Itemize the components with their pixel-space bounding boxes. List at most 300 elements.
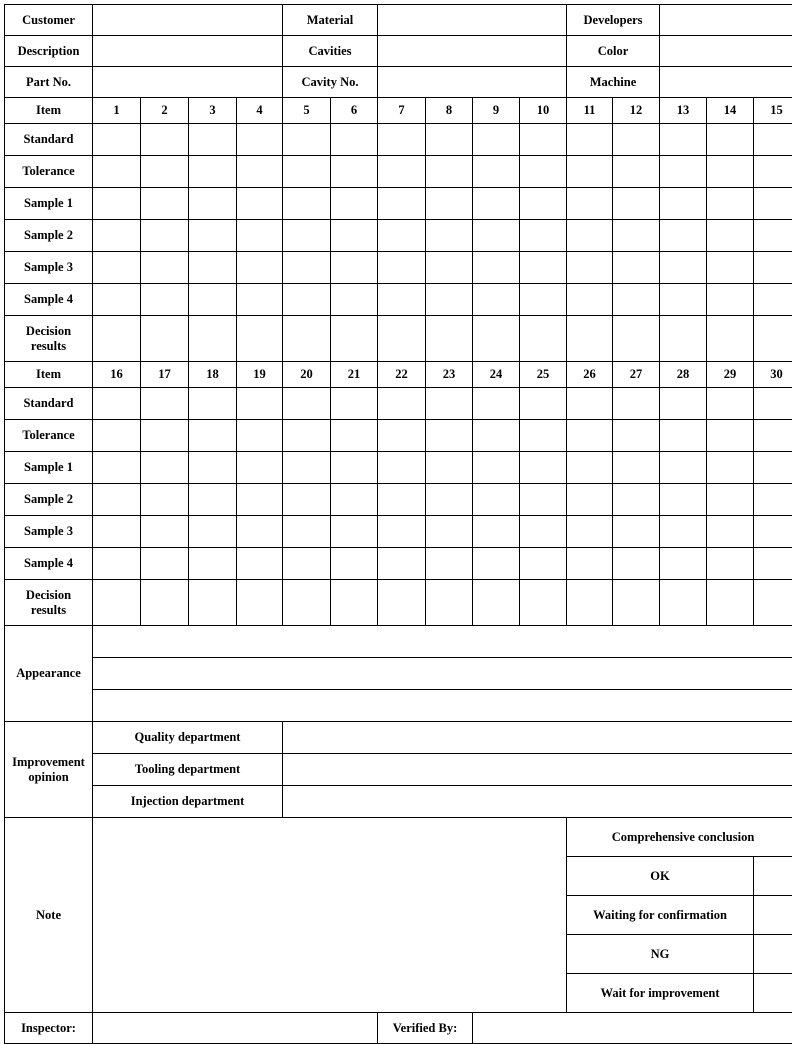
- cell[interactable]: [426, 580, 473, 626]
- cell[interactable]: [707, 284, 754, 316]
- cell[interactable]: [378, 516, 426, 548]
- cell[interactable]: [754, 220, 792, 252]
- cell[interactable]: [331, 548, 378, 580]
- cell[interactable]: [237, 388, 283, 420]
- cell[interactable]: [520, 284, 567, 316]
- cell[interactable]: [189, 516, 237, 548]
- cell[interactable]: [93, 452, 141, 484]
- cell[interactable]: [567, 580, 613, 626]
- field-tooling-department[interactable]: [283, 754, 792, 786]
- label-item-block1: Item: [5, 98, 93, 124]
- label-part-no: Part No.: [5, 67, 93, 98]
- label-cavities: Cavities: [283, 36, 378, 67]
- cell[interactable]: [237, 252, 283, 284]
- cell[interactable]: [660, 388, 707, 420]
- row-label-standard-1: Standard: [5, 124, 93, 156]
- cell[interactable]: [473, 420, 520, 452]
- col-header-4: 4: [237, 98, 283, 124]
- cell[interactable]: [237, 548, 283, 580]
- cell[interactable]: [520, 388, 567, 420]
- cell[interactable]: [141, 188, 189, 220]
- inspection-form-table: [4, 4, 792, 1044]
- cell[interactable]: [473, 580, 520, 626]
- cell[interactable]: [189, 484, 237, 516]
- cell[interactable]: [237, 420, 283, 452]
- cell[interactable]: [93, 580, 141, 626]
- cell[interactable]: [660, 284, 707, 316]
- cell[interactable]: [331, 420, 378, 452]
- field-customer[interactable]: [93, 5, 283, 36]
- cell[interactable]: [378, 220, 426, 252]
- cell[interactable]: [331, 284, 378, 316]
- cell[interactable]: [141, 252, 189, 284]
- cell[interactable]: [378, 452, 426, 484]
- row-label-sample-3-block1: Sample 3: [5, 252, 93, 284]
- cell[interactable]: [189, 188, 237, 220]
- table-row: [5, 156, 792, 188]
- improvement-line1: Improvement: [12, 755, 85, 769]
- cell[interactable]: [189, 420, 237, 452]
- cell[interactable]: [237, 516, 283, 548]
- cell[interactable]: [426, 252, 473, 284]
- cell[interactable]: [520, 516, 567, 548]
- cell[interactable]: [283, 388, 331, 420]
- field-material[interactable]: [378, 5, 567, 36]
- field-machine[interactable]: [660, 67, 792, 98]
- decision-line1: Decision: [26, 588, 71, 602]
- cell[interactable]: [426, 548, 473, 580]
- cell[interactable]: [283, 156, 331, 188]
- cell[interactable]: [331, 316, 378, 362]
- cell[interactable]: [473, 220, 520, 252]
- col-header-7: 7: [378, 98, 426, 124]
- cell[interactable]: [660, 156, 707, 188]
- cell[interactable]: [237, 284, 283, 316]
- cell[interactable]: [473, 124, 520, 156]
- cell[interactable]: [426, 316, 473, 362]
- cell[interactable]: [567, 124, 613, 156]
- cell[interactable]: [660, 188, 707, 220]
- cell[interactable]: [613, 548, 660, 580]
- cell[interactable]: [707, 156, 754, 188]
- cell[interactable]: [567, 156, 613, 188]
- cell[interactable]: [754, 156, 792, 188]
- cell[interactable]: [613, 420, 660, 452]
- cell[interactable]: [283, 484, 331, 516]
- cell[interactable]: [754, 580, 792, 626]
- cell[interactable]: [520, 452, 567, 484]
- cell[interactable]: [426, 452, 473, 484]
- cell[interactable]: [93, 252, 141, 284]
- field-appearance-line-1[interactable]: [93, 626, 792, 658]
- cell[interactable]: [426, 516, 473, 548]
- cell[interactable]: [473, 284, 520, 316]
- cell[interactable]: [331, 580, 378, 626]
- label-material: Material: [283, 5, 378, 36]
- table-row: [5, 284, 792, 316]
- cell[interactable]: [378, 580, 426, 626]
- table-row: [5, 420, 792, 452]
- col-header-3: 3: [189, 98, 237, 124]
- label-machine: Machine: [567, 67, 660, 98]
- cell[interactable]: [660, 252, 707, 284]
- field-appearance-line-3[interactable]: [93, 690, 792, 722]
- field-inspector[interactable]: [93, 1013, 378, 1044]
- field-description[interactable]: [93, 36, 283, 67]
- cell[interactable]: [567, 420, 613, 452]
- label-injection-department: Injection department: [93, 786, 283, 818]
- col-header-9: 9: [473, 98, 520, 124]
- col-header-26: 26: [567, 362, 613, 388]
- cell[interactable]: [237, 124, 283, 156]
- cell[interactable]: [93, 124, 141, 156]
- cell[interactable]: [520, 188, 567, 220]
- col-header-20: 20: [283, 362, 331, 388]
- cell[interactable]: [93, 516, 141, 548]
- cell[interactable]: [283, 548, 331, 580]
- cell[interactable]: [473, 388, 520, 420]
- cell[interactable]: [141, 124, 189, 156]
- cell[interactable]: [754, 452, 792, 484]
- field-injection-department[interactable]: [283, 786, 792, 818]
- cell[interactable]: [567, 284, 613, 316]
- cell[interactable]: [331, 452, 378, 484]
- label-inspector: Inspector:: [5, 1013, 93, 1044]
- cell[interactable]: [378, 388, 426, 420]
- cell[interactable]: [613, 316, 660, 362]
- cell[interactable]: [189, 252, 237, 284]
- improvement-row-quality: [5, 722, 792, 754]
- field-appearance-line-2[interactable]: [93, 658, 792, 690]
- checkbox-conclusion-wait-for-improvement[interactable]: [754, 974, 792, 1013]
- header-row-customer: [5, 5, 792, 36]
- cell[interactable]: [93, 188, 141, 220]
- signature-row: [5, 1013, 792, 1044]
- cell[interactable]: [473, 516, 520, 548]
- cell[interactable]: [189, 156, 237, 188]
- cell[interactable]: [331, 156, 378, 188]
- cell[interactable]: [283, 316, 331, 362]
- cell[interactable]: [707, 484, 754, 516]
- cell[interactable]: [613, 388, 660, 420]
- cell[interactable]: [520, 220, 567, 252]
- cell[interactable]: [283, 516, 331, 548]
- cell[interactable]: [237, 580, 283, 626]
- cell[interactable]: [567, 484, 613, 516]
- cell[interactable]: [331, 484, 378, 516]
- cell[interactable]: [707, 388, 754, 420]
- cell[interactable]: [237, 220, 283, 252]
- cell[interactable]: [567, 516, 613, 548]
- field-developers[interactable]: [660, 5, 792, 36]
- cell[interactable]: [141, 516, 189, 548]
- table-row: [5, 484, 792, 516]
- cell[interactable]: [707, 420, 754, 452]
- cell[interactable]: [473, 252, 520, 284]
- cell[interactable]: [283, 580, 331, 626]
- row-label-tolerance-1: Tolerance: [5, 156, 93, 188]
- cell[interactable]: [754, 188, 792, 220]
- cell[interactable]: [141, 316, 189, 362]
- cell[interactable]: [520, 316, 567, 362]
- cell[interactable]: [473, 452, 520, 484]
- cell[interactable]: [613, 516, 660, 548]
- col-header-1: 1: [93, 98, 141, 124]
- cell[interactable]: [331, 188, 378, 220]
- cell[interactable]: [426, 388, 473, 420]
- label-conclusion-ok: OK: [567, 857, 754, 896]
- row-label-decision-results-block2: [5, 580, 93, 626]
- field-note[interactable]: [93, 818, 567, 1013]
- col-header-8: 8: [426, 98, 473, 124]
- checkbox-conclusion-ok[interactable]: [754, 857, 792, 896]
- block2-item-header-row: [5, 362, 792, 388]
- cell[interactable]: [660, 452, 707, 484]
- cell[interactable]: [283, 188, 331, 220]
- row-label-sample-2-block1: Sample 2: [5, 220, 93, 252]
- label-color: Color: [567, 36, 660, 67]
- cell[interactable]: [331, 124, 378, 156]
- cell[interactable]: [707, 316, 754, 362]
- appearance-row-1: [5, 626, 792, 658]
- cell[interactable]: [520, 484, 567, 516]
- row-label-sample-4-block2: Sample 4: [5, 548, 93, 580]
- col-header-13: 13: [660, 98, 707, 124]
- cell[interactable]: [283, 420, 331, 452]
- cell[interactable]: [283, 220, 331, 252]
- field-quality-department[interactable]: [283, 722, 792, 754]
- field-cavity-no[interactable]: [378, 67, 567, 98]
- table-row: [5, 252, 792, 284]
- cell[interactable]: [93, 284, 141, 316]
- col-header-5: 5: [283, 98, 331, 124]
- row-label-standard-2: Standard: [5, 388, 93, 420]
- cell[interactable]: [93, 484, 141, 516]
- cell[interactable]: [189, 548, 237, 580]
- cell[interactable]: [426, 124, 473, 156]
- cell[interactable]: [660, 316, 707, 362]
- cell[interactable]: [660, 516, 707, 548]
- cell[interactable]: [141, 420, 189, 452]
- col-header-28: 28: [660, 362, 707, 388]
- cell[interactable]: [189, 284, 237, 316]
- cell[interactable]: [520, 580, 567, 626]
- col-header-19: 19: [237, 362, 283, 388]
- col-header-22: 22: [378, 362, 426, 388]
- label-item-block2: Item: [5, 362, 93, 388]
- cell[interactable]: [141, 580, 189, 626]
- cell[interactable]: [613, 580, 660, 626]
- cell[interactable]: [331, 252, 378, 284]
- cell[interactable]: [660, 220, 707, 252]
- cell[interactable]: [707, 188, 754, 220]
- cell[interactable]: [754, 388, 792, 420]
- cell[interactable]: [237, 484, 283, 516]
- row-label-decision-results-block1: [5, 316, 93, 362]
- cell[interactable]: [754, 252, 792, 284]
- cell[interactable]: [93, 388, 141, 420]
- cell[interactable]: [613, 284, 660, 316]
- cell[interactable]: [473, 548, 520, 580]
- table-row: [5, 220, 792, 252]
- cell[interactable]: [520, 156, 567, 188]
- cell[interactable]: [754, 548, 792, 580]
- cell[interactable]: [141, 388, 189, 420]
- cell[interactable]: [567, 220, 613, 252]
- cell[interactable]: [331, 388, 378, 420]
- col-header-24: 24: [473, 362, 520, 388]
- cell[interactable]: [141, 452, 189, 484]
- cell[interactable]: [707, 124, 754, 156]
- cell[interactable]: [283, 452, 331, 484]
- cell[interactable]: [189, 124, 237, 156]
- table-row: [5, 124, 792, 156]
- cell[interactable]: [189, 388, 237, 420]
- cell[interactable]: [613, 252, 660, 284]
- cell[interactable]: [93, 220, 141, 252]
- cell[interactable]: [473, 188, 520, 220]
- cell[interactable]: [237, 188, 283, 220]
- cell[interactable]: [660, 124, 707, 156]
- cell[interactable]: [378, 188, 426, 220]
- cell[interactable]: [707, 516, 754, 548]
- label-conclusion-ng: NG: [567, 935, 754, 974]
- cell[interactable]: [237, 452, 283, 484]
- cell[interactable]: [520, 548, 567, 580]
- cell[interactable]: [141, 220, 189, 252]
- row-label-sample-4-block1: Sample 4: [5, 284, 93, 316]
- cell[interactable]: [189, 316, 237, 362]
- cell[interactable]: [378, 548, 426, 580]
- cell[interactable]: [283, 284, 331, 316]
- note-row-conclusion-title: [5, 818, 792, 857]
- cell[interactable]: [283, 252, 331, 284]
- cell[interactable]: [613, 220, 660, 252]
- cell[interactable]: [707, 548, 754, 580]
- cell[interactable]: [141, 284, 189, 316]
- cell[interactable]: [754, 316, 792, 362]
- cell[interactable]: [331, 516, 378, 548]
- field-part-no[interactable]: [93, 67, 283, 98]
- cell[interactable]: [567, 252, 613, 284]
- cell[interactable]: [141, 484, 189, 516]
- cell[interactable]: [613, 156, 660, 188]
- cell[interactable]: [754, 420, 792, 452]
- cell[interactable]: [473, 156, 520, 188]
- row-label-sample-3-block2: Sample 3: [5, 516, 93, 548]
- cell[interactable]: [378, 252, 426, 284]
- field-color[interactable]: [660, 36, 792, 67]
- cell[interactable]: [141, 156, 189, 188]
- cell[interactable]: [426, 220, 473, 252]
- label-conclusion-wait-for-improvement: Wait for improvement: [567, 974, 754, 1013]
- cell[interactable]: [613, 188, 660, 220]
- checkbox-conclusion-waiting-for-confirmation[interactable]: [754, 896, 792, 935]
- cell[interactable]: [754, 484, 792, 516]
- row-label-tolerance-2: Tolerance: [5, 420, 93, 452]
- cell[interactable]: [331, 220, 378, 252]
- cell[interactable]: [426, 156, 473, 188]
- cell[interactable]: [426, 284, 473, 316]
- cell[interactable]: [660, 548, 707, 580]
- cell[interactable]: [378, 156, 426, 188]
- row-label-sample-2-block2: Sample 2: [5, 484, 93, 516]
- cell[interactable]: [613, 484, 660, 516]
- header-row-part-no: [5, 67, 792, 98]
- label-verified-by: Verified By:: [378, 1013, 473, 1044]
- cell[interactable]: [567, 316, 613, 362]
- cell[interactable]: [426, 188, 473, 220]
- col-header-21: 21: [331, 362, 378, 388]
- cell[interactable]: [93, 316, 141, 362]
- cell[interactable]: [707, 580, 754, 626]
- checkbox-conclusion-ng[interactable]: [754, 935, 792, 974]
- field-cavities[interactable]: [378, 36, 567, 67]
- col-header-16: 16: [93, 362, 141, 388]
- cell[interactable]: [707, 452, 754, 484]
- cell[interactable]: [473, 484, 520, 516]
- cell[interactable]: [473, 316, 520, 362]
- label-customer: Customer: [5, 5, 93, 36]
- cell[interactable]: [189, 452, 237, 484]
- cell[interactable]: [754, 284, 792, 316]
- field-verified-by[interactable]: [473, 1013, 792, 1044]
- cell[interactable]: [378, 124, 426, 156]
- cell[interactable]: [520, 420, 567, 452]
- cell[interactable]: [660, 420, 707, 452]
- cell[interactable]: [567, 548, 613, 580]
- cell[interactable]: [613, 124, 660, 156]
- cell[interactable]: [237, 316, 283, 362]
- label-developers: Developers: [567, 5, 660, 36]
- cell[interactable]: [520, 124, 567, 156]
- row-label-sample-1-block1: Sample 1: [5, 188, 93, 220]
- cell[interactable]: [754, 516, 792, 548]
- cell[interactable]: [378, 284, 426, 316]
- cell[interactable]: [426, 484, 473, 516]
- col-header-27: 27: [613, 362, 660, 388]
- table-row: [5, 548, 792, 580]
- col-header-18: 18: [189, 362, 237, 388]
- cell[interactable]: [378, 484, 426, 516]
- cell[interactable]: [378, 316, 426, 362]
- cell[interactable]: [189, 580, 237, 626]
- cell[interactable]: [237, 156, 283, 188]
- cell[interactable]: [141, 548, 189, 580]
- cell[interactable]: [93, 548, 141, 580]
- cell[interactable]: [660, 580, 707, 626]
- cell[interactable]: [93, 420, 141, 452]
- cell[interactable]: [707, 220, 754, 252]
- cell[interactable]: [520, 252, 567, 284]
- col-header-23: 23: [426, 362, 473, 388]
- cell[interactable]: [660, 484, 707, 516]
- cell[interactable]: [189, 220, 237, 252]
- cell[interactable]: [754, 124, 792, 156]
- col-header-10: 10: [520, 98, 567, 124]
- cell[interactable]: [378, 420, 426, 452]
- cell[interactable]: [426, 420, 473, 452]
- cell[interactable]: [567, 452, 613, 484]
- cell[interactable]: [283, 124, 331, 156]
- cell[interactable]: [567, 188, 613, 220]
- col-header-2: 2: [141, 98, 189, 124]
- cell[interactable]: [707, 252, 754, 284]
- cell[interactable]: [613, 452, 660, 484]
- cell[interactable]: [567, 388, 613, 420]
- table-row: [5, 388, 792, 420]
- cell[interactable]: [93, 156, 141, 188]
